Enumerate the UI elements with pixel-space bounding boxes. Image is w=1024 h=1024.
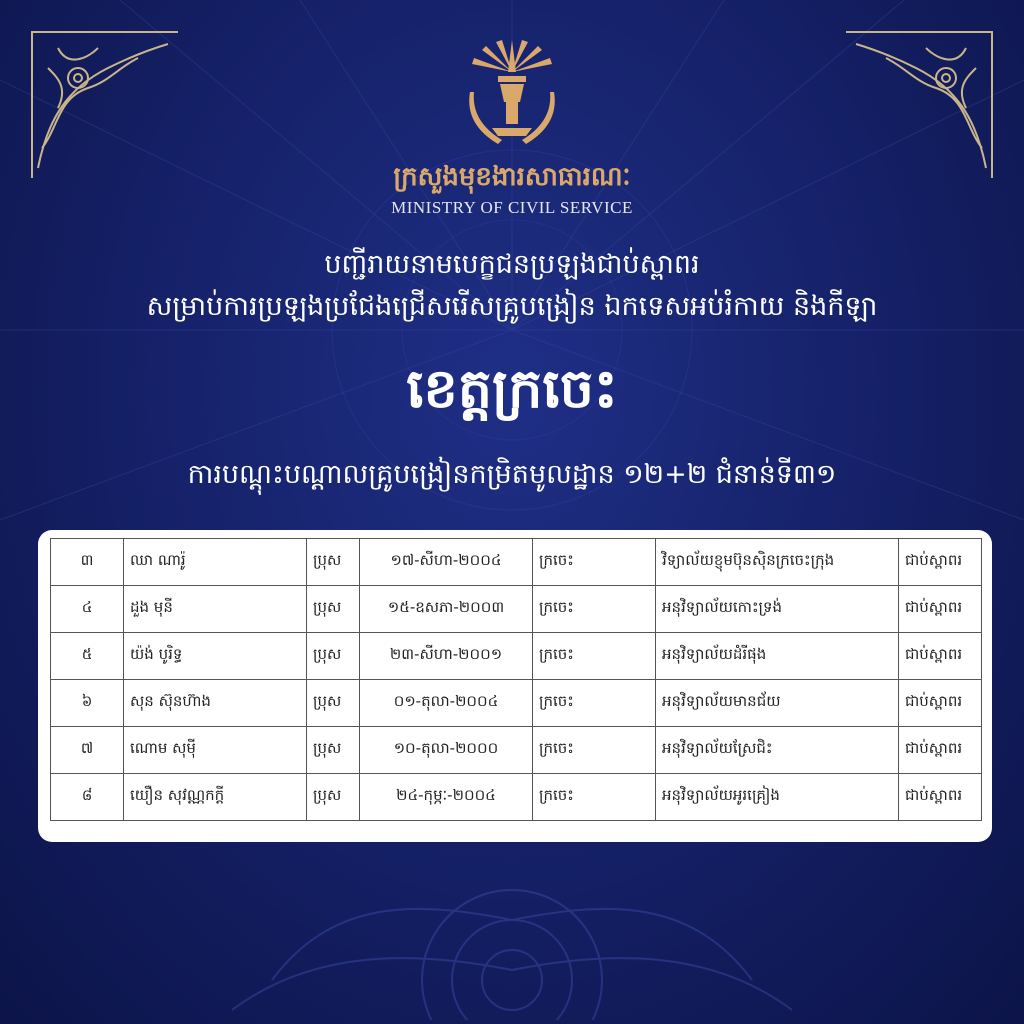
ministry-name-english: MINISTRY OF CIVIL SERVICE (391, 198, 633, 217)
candidate-result: ជាប់ស្ពាពរ (899, 680, 982, 727)
candidate-province: ក្រចេះ (533, 586, 656, 633)
candidate-dob: ១៥-ឧសភា-២០០៣ (360, 586, 533, 633)
candidate-school: អនុវិទ្យាល័យដំរីផុង (656, 633, 899, 680)
candidate-school: អនុវិទ្យាល័យកោះទ្រង់ (656, 586, 899, 633)
candidate-name: យ៉ង់ បូរិទ្ធ (124, 633, 307, 680)
bottom-ornament (212, 860, 812, 1020)
table-row (51, 633, 982, 680)
candidate-dob: ០១-តុលា-២០០៤ (360, 680, 533, 727)
candidate-name: សុន ស៊ុនហ៊ាង (124, 680, 307, 727)
table-row (51, 586, 982, 633)
candidate-result: ជាប់ស្ពាពរ (899, 633, 982, 680)
candidate-result: ជាប់ស្ពាពរ (899, 774, 982, 821)
row-number: ៨ (51, 774, 124, 821)
candidate-province: ក្រចេះ (533, 633, 656, 680)
table-row (51, 680, 982, 727)
candidate-province: ក្រចេះ (533, 539, 656, 586)
candidate-school: អនុវិទ្យាល័យស្រែជិះ (656, 727, 899, 774)
candidate-sex: ប្រុស (307, 680, 360, 727)
table-row (51, 774, 982, 821)
candidate-name: ឈា ណារ៉ូ (124, 539, 307, 586)
candidate-sex: ប្រុស (307, 633, 360, 680)
candidate-name: ដួង មុនី (124, 586, 307, 633)
table-row (51, 727, 982, 774)
candidate-result: ជាប់ស្ពាពរ (899, 727, 982, 774)
candidate-province: ក្រចេះ (533, 727, 656, 774)
candidate-sex: ប្រុស (307, 539, 360, 586)
candidate-school: វិទ្យាល័យខ្ញុមប៊ុនស៊ិនក្រចេះក្រុង (656, 539, 899, 586)
candidate-school: អនុវិទ្យាល័យអូរគ្រៀង (656, 774, 899, 821)
row-number: ៧ (51, 727, 124, 774)
row-number: ៦ (51, 680, 124, 727)
candidate-province: ក្រចេះ (533, 680, 656, 727)
candidate-result: ជាប់ស្ពាពរ (899, 539, 982, 586)
candidate-name: ណោម សុម៉ី (124, 727, 307, 774)
row-number: ៤ (51, 586, 124, 633)
ministry-name-khmer: ក្រសួងមុខងារសាធារណៈ (393, 162, 631, 192)
ministry-emblem-icon (462, 32, 562, 162)
candidate-sex: ប្រុស (307, 774, 360, 821)
candidate-dob: ២៤-កុម្ភៈ-២០០៤ (360, 774, 533, 821)
candidate-dob: ១០-តុលា-២០០០ (360, 727, 533, 774)
candidate-sex: ប្រុស (307, 727, 360, 774)
title-line-1: បញ្ជីរាយនាមបេក្ខជនប្រឡងជាប់ស្ពាពរ (324, 249, 700, 280)
candidate-province: ក្រចេះ (533, 774, 656, 821)
row-number: ៣ (51, 539, 124, 586)
province-title: ខេត្តក្រចេះ (406, 357, 618, 420)
results-table-card (38, 530, 992, 842)
candidate-result: ជាប់ស្ពាពរ (899, 586, 982, 633)
candidate-name: យឿន សុវណ្ណកក្តី (124, 774, 307, 821)
candidate-dob: ១៧-សីហា-២០០៤ (360, 539, 533, 586)
subtitle: ការបណ្តុះបណ្តាលគ្រូបង្រៀនកម្រិតមូលដ្ឋាន ១២+២ ជំនាន់ទី៣១ (187, 459, 837, 490)
candidate-sex: ប្រុស (307, 586, 360, 633)
title-line-2: សម្រាប់ការប្រឡងប្រជែងជ្រើសរើសគ្រូបង្រៀន ឯកទេសអប់រំកាយ និងកីឡា (146, 291, 878, 322)
results-table (50, 538, 982, 821)
table-row (51, 539, 982, 586)
row-number: ៥ (51, 633, 124, 680)
candidate-dob: ២៣-សីហា-២០០១ (360, 633, 533, 680)
candidate-school: អនុវិទ្យាល័យមានជ័យ (656, 680, 899, 727)
